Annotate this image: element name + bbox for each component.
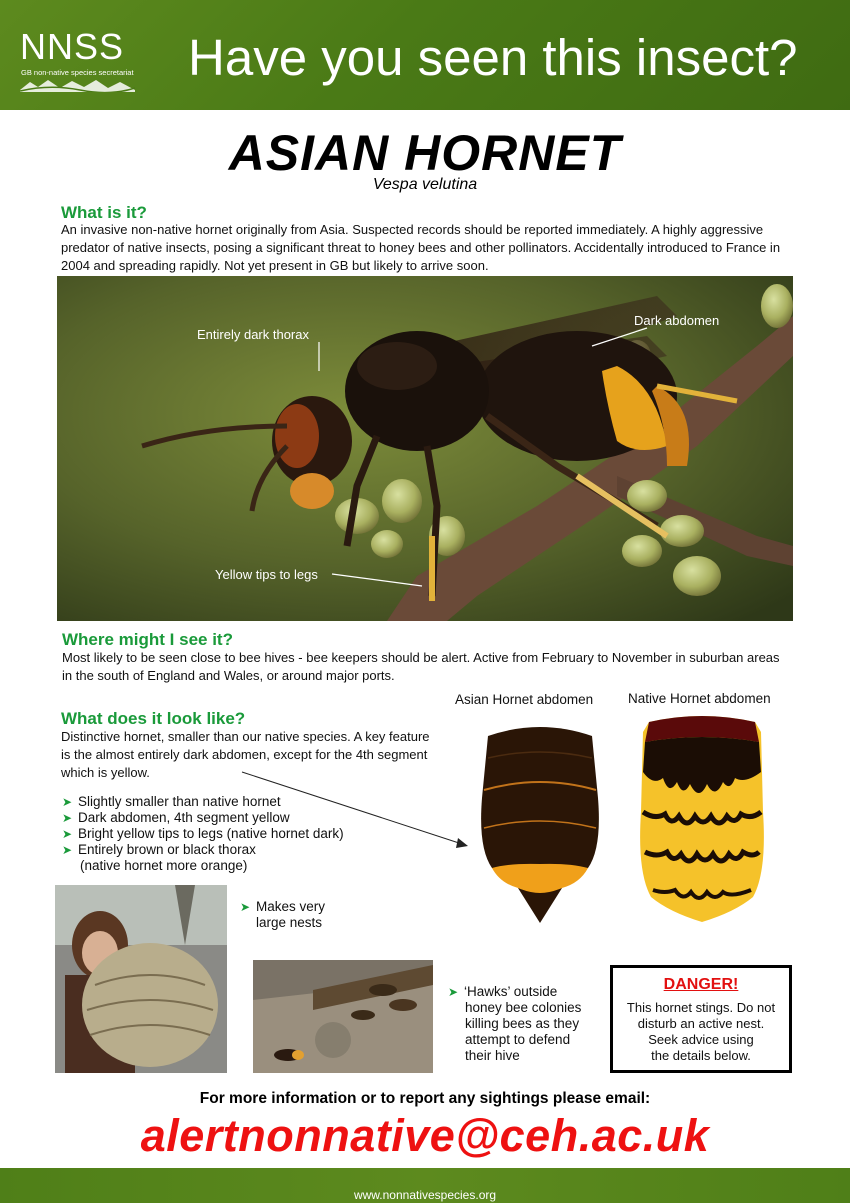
- list-item: ➤ Bright yellow tips to legs (native hornet dark): [62, 826, 344, 841]
- where-text: Most likely to be seen close to bee hives - bee keepers should be alert. Active from February to November in suburban areas in the south of England and Wales, or around major ports.: [62, 650, 780, 683]
- list-item: ➤ Entirely brown or black thorax: [62, 842, 256, 857]
- footer-url-link[interactable]: www.nonnativespecies.org: [353, 1188, 497, 1202]
- page-title: ASIAN HORNET: [228, 125, 622, 181]
- note-hawks: ➤ ‘Hawks’ outside honey bee colonies killing bees as they attempt to defend their hive: [448, 984, 582, 1063]
- annotation-abdomen: Dark abdomen: [634, 313, 720, 328]
- logo-subtitle: GB non-native species secretariat: [21, 68, 134, 77]
- look-text: Distinctive hornet, smaller than our native species. A key feature is the almost entirely dark abdomen, except for the 4th segment which is yellow.: [61, 729, 430, 780]
- list-item: ➤ Slightly smaller than native hornet: [62, 794, 281, 809]
- label-asian-abdomen: Asian Hornet abdomen: [455, 692, 594, 707]
- heading-where: Where might I see it?: [62, 630, 233, 649]
- arrow-right-icon: ➤: [62, 795, 73, 809]
- heading-what-is-it: What is it?: [61, 203, 147, 222]
- danger-box: [610, 965, 792, 1073]
- annotation-legs: Yellow tips to legs: [215, 567, 318, 582]
- arrow-right-icon: ➤: [62, 827, 73, 841]
- header-title: Have you seen this insect?: [188, 29, 798, 86]
- list-item-note: (native hornet more orange): [80, 858, 248, 873]
- heading-look: What does it look like?: [61, 709, 246, 728]
- annotation-thorax: Entirely dark thorax: [197, 327, 309, 342]
- contact-email-link[interactable]: alertnonnative@ceh.ac.uk: [140, 1110, 710, 1161]
- arrow-right-icon: ➤: [62, 843, 73, 857]
- native-abdomen-illustration: [635, 712, 770, 932]
- label-native-abdomen: Native Hornet abdomen: [628, 691, 771, 706]
- list-item: ➤ Dark abdomen, 4th segment yellow: [62, 810, 290, 825]
- species-name: Vespa velutina: [372, 176, 478, 193]
- contact-lead: For more information or to report any sightings please email:: [199, 1090, 651, 1107]
- hive-photo: [253, 960, 433, 1073]
- note-nests: ➤ Makes very large nests: [240, 899, 326, 930]
- arrow-right-icon: ➤: [240, 900, 251, 914]
- arrow-right-icon: ➤: [62, 811, 73, 825]
- danger-text: This hornet stings. Do not disturb an active nest. Seek advice using the details below.: [626, 1000, 776, 1063]
- nest-photo: [55, 885, 227, 1073]
- logo-text: NNSS: [20, 26, 125, 67]
- what-is-it-text: An invasive non-native hornet originally from Asia. Suspected records should be reported immediately. A highly aggressive predator of native insects, posing a significant threat to honey bees and other pollinators. Accidentally introduced to France in 2004 and spreading rapidly. Not yet present in GB but likely to arrive soon.: [61, 222, 781, 273]
- danger-title: DANGER!: [663, 976, 739, 993]
- arrow-right-icon: ➤: [448, 985, 459, 999]
- asian-abdomen-illustration: [470, 718, 610, 928]
